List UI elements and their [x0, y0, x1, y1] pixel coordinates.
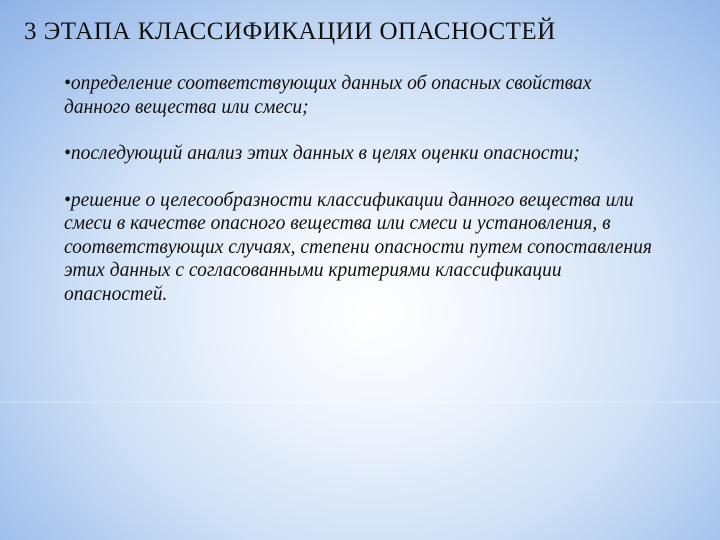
- bullet-item-definition: [64, 72, 720, 119]
- bullet-line: смеси в качестве опасного вещества или смеси и установления, в: [64, 213, 611, 234]
- bullet-line: этих данных с согласованными критериями классификации: [64, 260, 562, 281]
- bullet-line: данного вещества или смеси;: [64, 96, 309, 118]
- bullet-line: соответствующих случаях, степени опасности путем сопоставления: [64, 236, 652, 258]
- bullet-list: [64, 72, 720, 372]
- bullet-item-analysis: [64, 142, 720, 166]
- bullet-line: •решение о целесообразности классификации данного вещества или: [64, 189, 634, 211]
- bullet-line: опасностей.: [64, 283, 168, 305]
- bullet-line: •определение соответствующих данных об опасных свойствах: [64, 73, 592, 94]
- bullet-line: •последующий анализ этих данных в целях оценки опасности;: [64, 143, 580, 164]
- bullet-item-decision: [64, 189, 720, 307]
- slide-title: 3 ЭТАПА КЛАССИФИКАЦИИ ОПАСНОСТЕЙ: [24, 18, 556, 45]
